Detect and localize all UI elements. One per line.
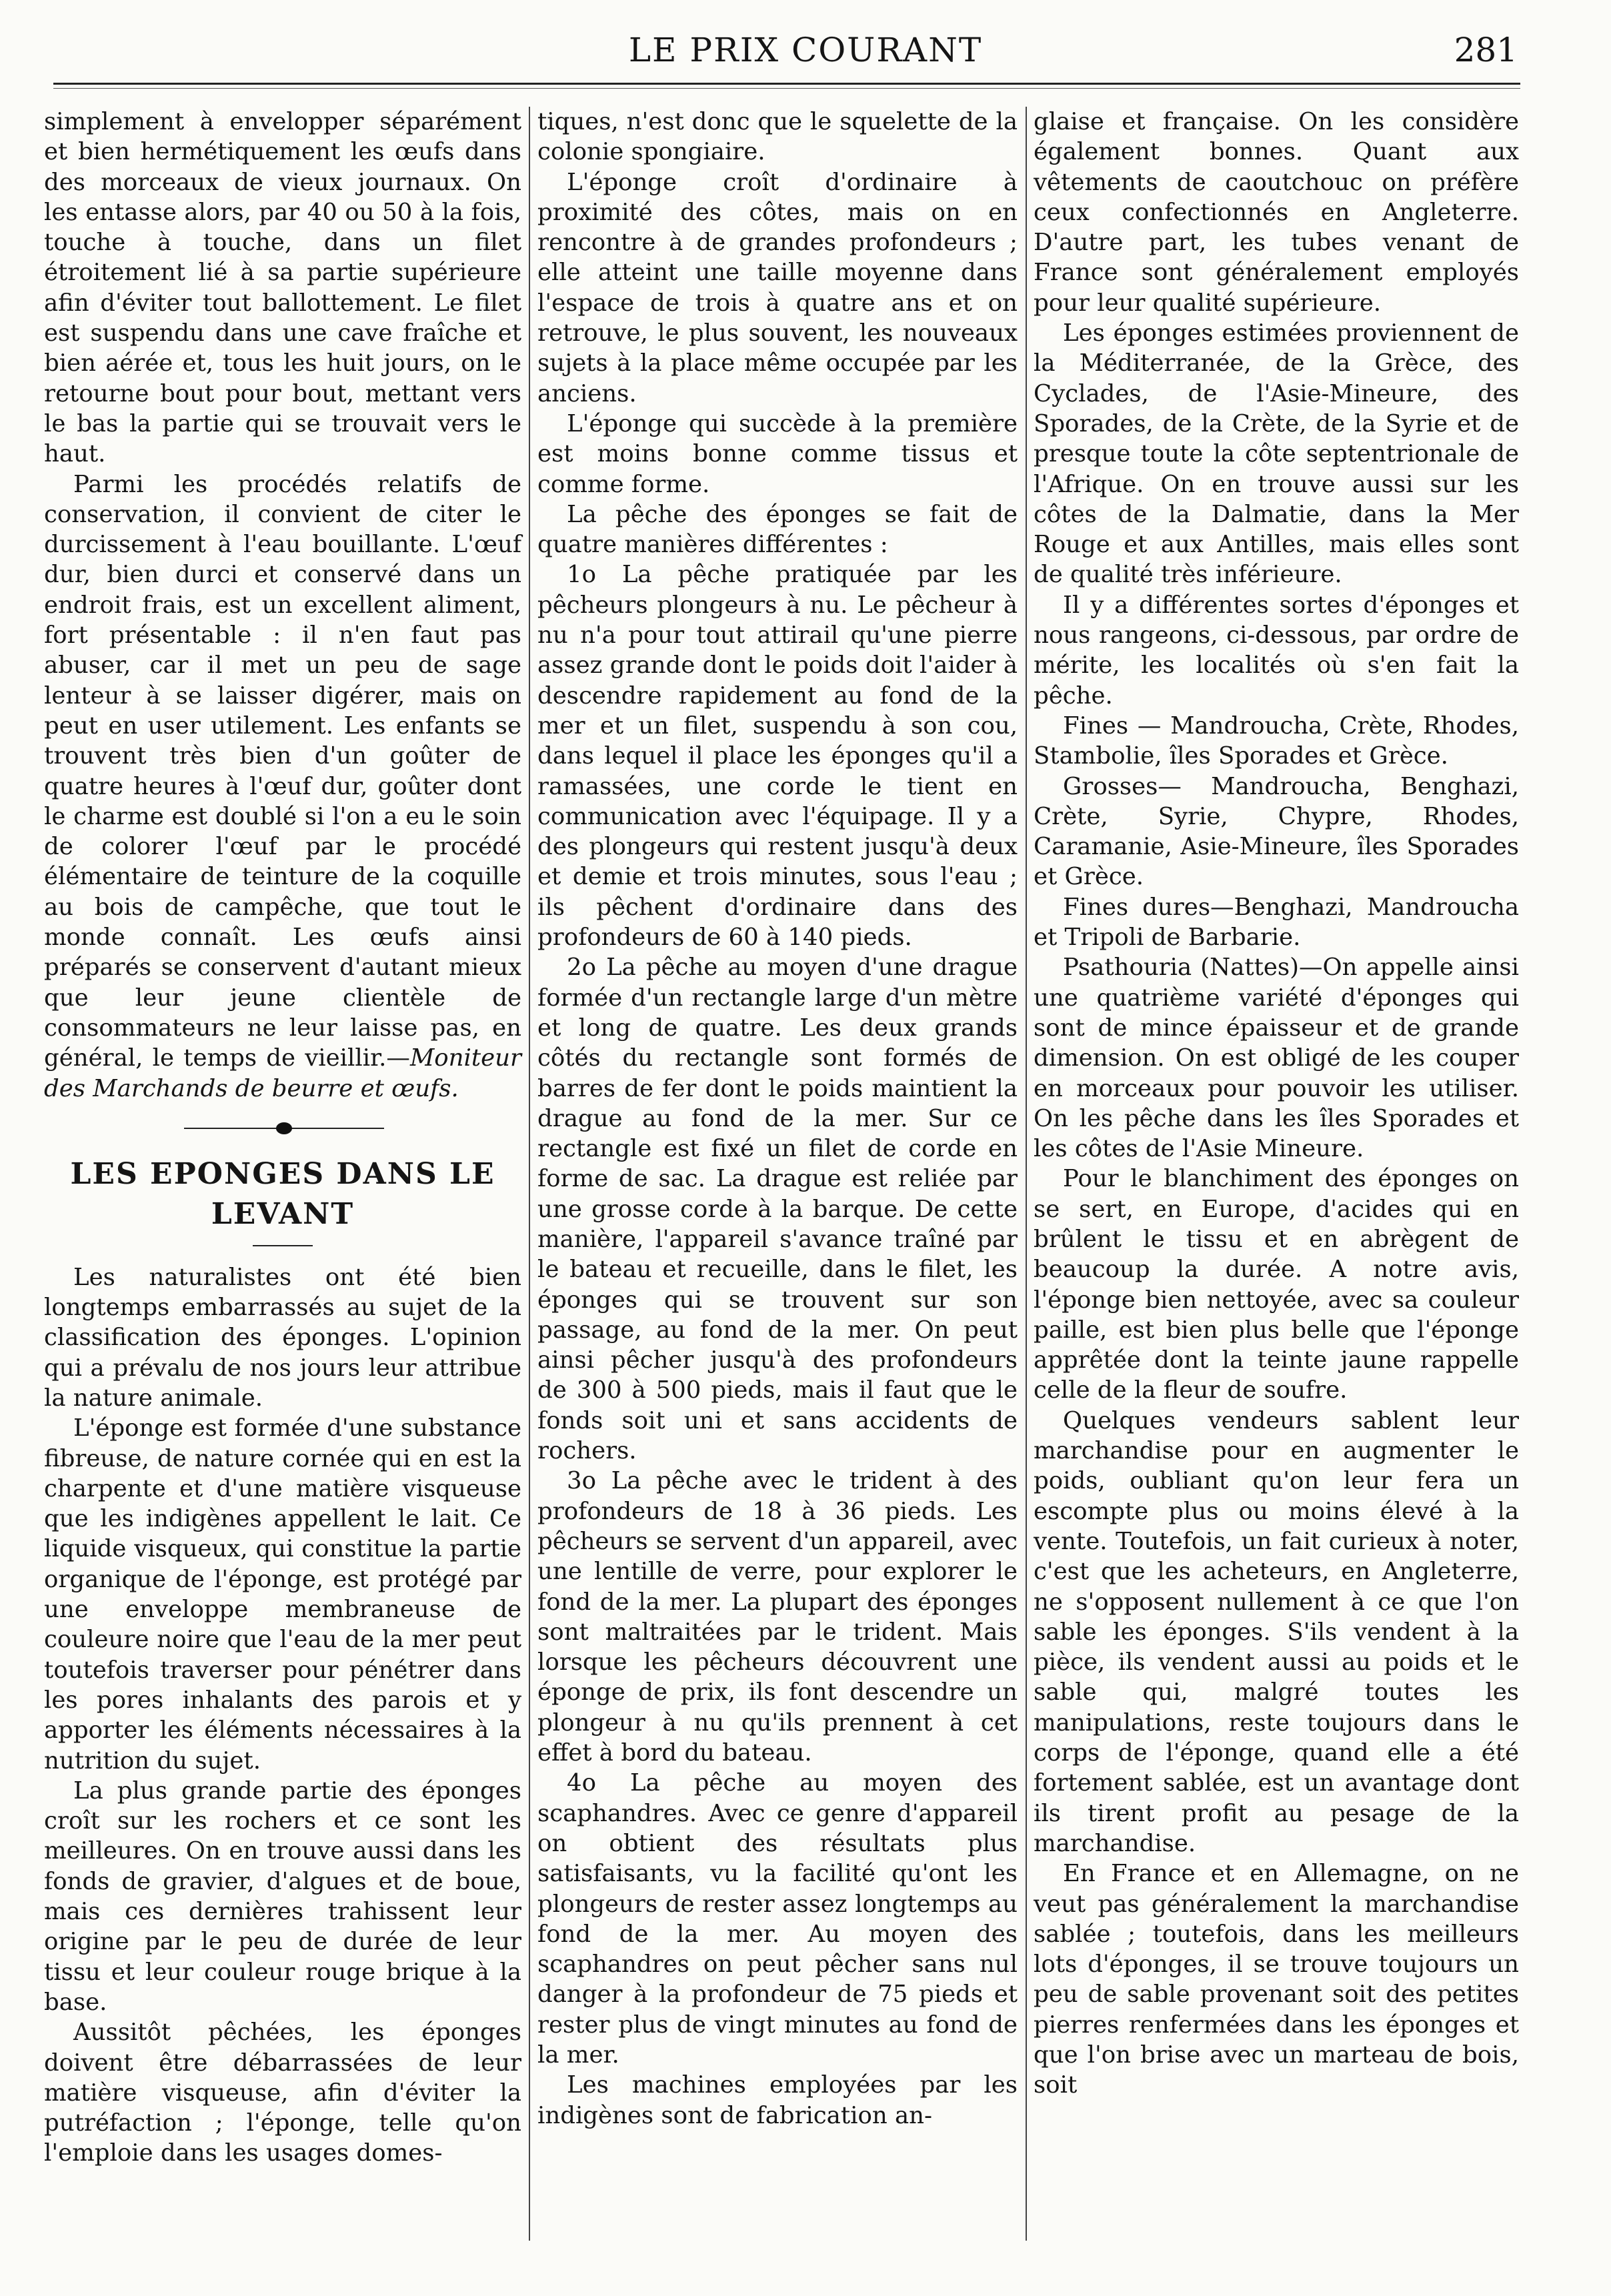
paragraph: Les éponges estimées proviennent de la Méditerranée, de la Grèce, des Cyclades, de l'Asie-Mineure, des Sporades, de la Crète, de la Syrie et de presque toute la côte septentrionale de l'Afrique. On en trouve aussi sur les côtes de la Dalmatie, dans la Mer Rouge et aux Antilles, mais elles sont de qualité très inférieure.	[1034, 319, 1519, 589]
paragraph: En France et en Allemagne, on ne veut pas généralement la marchandise sablée ; toutefois, dans les meilleurs lots d'éponges, il se trouve toujours un peu de sable provenant soit des petites pierres renfermées dans les éponges et que l'on brise avec un marteau de bois, soit	[1034, 1860, 1519, 2099]
paragraph: Il y a différentes sortes d'éponges et nous rangeons, ci-dessous, par ordre de mérite, les localités où s'en fait la pêche.	[1034, 591, 1519, 710]
paragraph: Quelques vendeurs sablent leur marchandise pour en augmenter le poids, oubliant qu'on leur fera un escompte plus ou moins élevé à la vente. Toutefois, un fait curieux à noter, c'est que les acheteurs, en Angleterre, ne s'opposent nullement à ce que l'on sable les éponges. S'ils vendent à la pièce, ils vendent aussi au poids et le sable qui, malgré toutes les manipulations, reste toujours dans le corps de l'éponge, quand elle a été fortement sablée, est un avantage dont ils tirent profit au pesage de la marchandise.	[1034, 1406, 1519, 1857]
paragraph: Pour le blanchiment des éponges on se sert, en Europe, d'acides qui en brûlent le tissu et en abrègent de beaucoup la durée. A notre avis, l'éponge bien nettoyée, avec sa couleur paille, est bien plus belle que l'éponge apprêtée dont la teinte jaune rappelle celle de la fleur de soufre.	[1034, 1165, 1519, 1404]
paragraph: 1o La pêche pratiquée par les pêcheurs plongeurs à nu. Le pêcheur à nu n'a pour tout attirail qu'une pierre assez grande dont le poids doit l'aider à descendre rapidement au fond de la mer et un filet, suspendu à son cou, dans lequel il place les éponges qu'il a ramassées, une corde le tient en communication avec l'équipage. Il y a des plongeurs qui restent jusqu'à deux et demie et trois minutes, sous l'eau ; ils pêchent d'ordinaire dans des profondeurs de 60 à 140 pieds.	[537, 561, 1018, 952]
paragraph	[44, 469, 521, 1104]
paragraph: La plus grande partie des éponges croît sur les rochers et ce sont les meilleures. On en trouve aussi dans les fonds de gravier, d'algues et de boue, mais ces dernières trahissent leur origine par le peu de durée de leur tissu et leur couleur rouge brique à la base.	[44, 1777, 521, 2016]
column-divider	[529, 107, 530, 2241]
column-2	[537, 107, 1018, 2131]
paragraph: L'éponge croît d'ordinaire à proximité des côtes, mais on en rencontre à de grandes profondeurs ; elle atteint une taille moyenne dans l'espace de trois à quatre ans et on retrouve, le plus souvent, les nouveaux sujets à la place même occupée par les anciens.	[537, 168, 1018, 407]
paragraph: tiques, n'est donc que le squelette de la colonie spongiaire.	[537, 108, 1018, 166]
paragraph-text: Parmi les procédés relatifs de conservation, il convient de citer le durcissement à l'eau bouillante. L'œuf dur, bien durci et conservé dans un endroit frais, est un excellent aliment, fort présentable : il n'en faut pas abuser, car il met un peu de sage lenteur à se laisser digérer, mais on peut en user utilement. Les enfants se trouvent très bien d'un goûter de quatre heures à l'œuf dur, goûter dont le charme est doublé si l'on a eu le soin de colorer l'œuf par le procédé élémentaire de teinture de la coquille au bois de campêche, que tout le monde connaît. Les œufs ainsi préparés se conservent d'autant mieux que leur jeune clientèle de consommateurs ne leur laisse pas, en général, le temps de vieillir.—	[44, 470, 521, 1072]
journal-title: LE PRIX COURANT	[628, 31, 983, 69]
page-number: 281	[1454, 31, 1518, 69]
paragraph: Grosses— Mandroucha, Benghazi, Crète, Syrie, Chypre, Rhodes, Caramanie, Asie-Mineure, îles Sporades et Grèce.	[1034, 772, 1519, 891]
separator-ornament	[44, 1104, 521, 1154]
paragraph: Psathouria (Nattes)—On appelle ainsi une quatrième variété d'éponges qui sont de mince épaisseur et de grande dimension. On est obligé de les couper en morceaux pour pouvoir les utiliser. On les pêche dans les îles Sporades et les côtes de l'Asie Mineure.	[1034, 954, 1519, 1163]
paragraph: Aussitôt pêchées, les éponges doivent être débarrassées de leur matière visqueuse, afin d'éviter la putréfaction ; l'éponge, telle qu'on l'emploie dans les usages domes-	[44, 2019, 521, 2167]
paragraph: glaise et française. On les considère également bonnes. Quant aux vêtements de caoutchouc on préfère ceux confectionnés en Angleterre. D'autre part, les tubes venant de France sont généralement employés pour leur qualité supérieure.	[1034, 108, 1519, 317]
column-divider	[1026, 107, 1027, 2241]
column-1	[44, 107, 521, 2169]
header-rule	[53, 83, 1520, 85]
page-header	[0, 27, 1611, 80]
paragraph: 2o La pêche au moyen d'une drague formée d'un rectangle large d'un mètre et long de quatre. Les deux grands côtés du rectangle sont formés de barres de fer dont le poids maintient la drague au fond de la mer. Sur ce rectangle est fixé un filet de corde en forme de sac. La drague est reliée par une grosse corde à la barque. De cette manière, l'appareil s'avance traîné par le bateau et recueille, dans le filet, les éponges qui se trouvent sur son passage, au fond de la mer. On peut ainsi pêcher jusqu'à des profondeurs de 300 à 500 pieds, mais il faut que le fonds soit uni et sans accidents de rochers.	[537, 954, 1018, 1465]
paragraph: 4o La pêche au moyen des scaphandres. Avec ce genre d'appareil on obtient des résultats plus satisfaisants, vu la facilité qu'ont les plongeurs de rester assez longtemps au fond de la mer. Au moyen des scaphandres on peut pêcher sans nul danger à la profondeur de 75 pieds et rester plus de vingt minutes au fond de la mer.	[537, 1769, 1018, 2069]
paragraph: Fines dures—Benghazi, Mandroucha et Tripoli de Barbarie.	[1034, 893, 1519, 952]
paragraph: Les naturalistes ont été bien longtemps embarrassés au sujet de la classification des éponges. L'opinion qui a prévalu de nos jours leur attribue la nature animale.	[44, 1263, 521, 1412]
article-title: LES EPONGES DANS LE LEVANT	[70, 1156, 495, 1231]
title-rule	[253, 1245, 313, 1246]
paragraph: Fines — Mandroucha, Crète, Rhodes, Stambolie, îles Sporades et Grèce.	[1034, 712, 1519, 770]
paragraph: simplement à envelopper séparément et bien hermétiquement les œufs dans des morceaux de vieux journaux. On les entasse alors, par 40 ou 50 à la fois, touche à touche, dans un filet étroitement lié à sa partie supérieure afin d'éviter tout ballottement. Le filet est suspendu dans une cave fraîche et bien aérée et, tous les huit jours, on le retourne bout pour bout, mettant vers le bas la partie qui se trouvait vers le haut.	[44, 108, 521, 468]
paragraph: La pêche des éponges se fait de quatre manières différentes :	[537, 500, 1018, 559]
paragraph: Les machines employées par les indigènes sont de fabrication an-	[537, 2071, 1018, 2129]
paragraph: L'éponge est formée d'une substance fibreuse, de nature cornée qui en est la charpente et d'une matière visqueuse que les indigènes appellent le lait. Ce liquide visqueux, qui constitue la partie organique de l'éponge, est protégé par une enveloppe membraneuse de couleure noire que l'eau de la mer peut toutefois traverser pour pénétrer dans les pores inhalants des parois et y apporter les éléments nécessaires à la nutrition du sujet.	[44, 1414, 521, 1775]
paragraph: 3o La pêche avec le trident à des profondeurs de 18 à 36 pieds. Les pêcheurs se servent d'un appareil, avec une lentille de verre, pour explorer le fond de la mer. La plupart des éponges sont maltraitées par le trident. Mais lorsque les pêcheurs découvrent une éponge de prix, ils font descendre un plongeur à nu qu'ils prennent à cet effet à bord du bateau.	[537, 1467, 1018, 1767]
column-3	[1034, 107, 1519, 2101]
paragraph: L'éponge qui succède à la première est moins bonne comme tissus et comme forme.	[537, 409, 1018, 498]
source-citation: Moniteur des Marchands de beurre et œufs.	[44, 1044, 521, 1102]
header-rule-thin	[53, 88, 1520, 89]
